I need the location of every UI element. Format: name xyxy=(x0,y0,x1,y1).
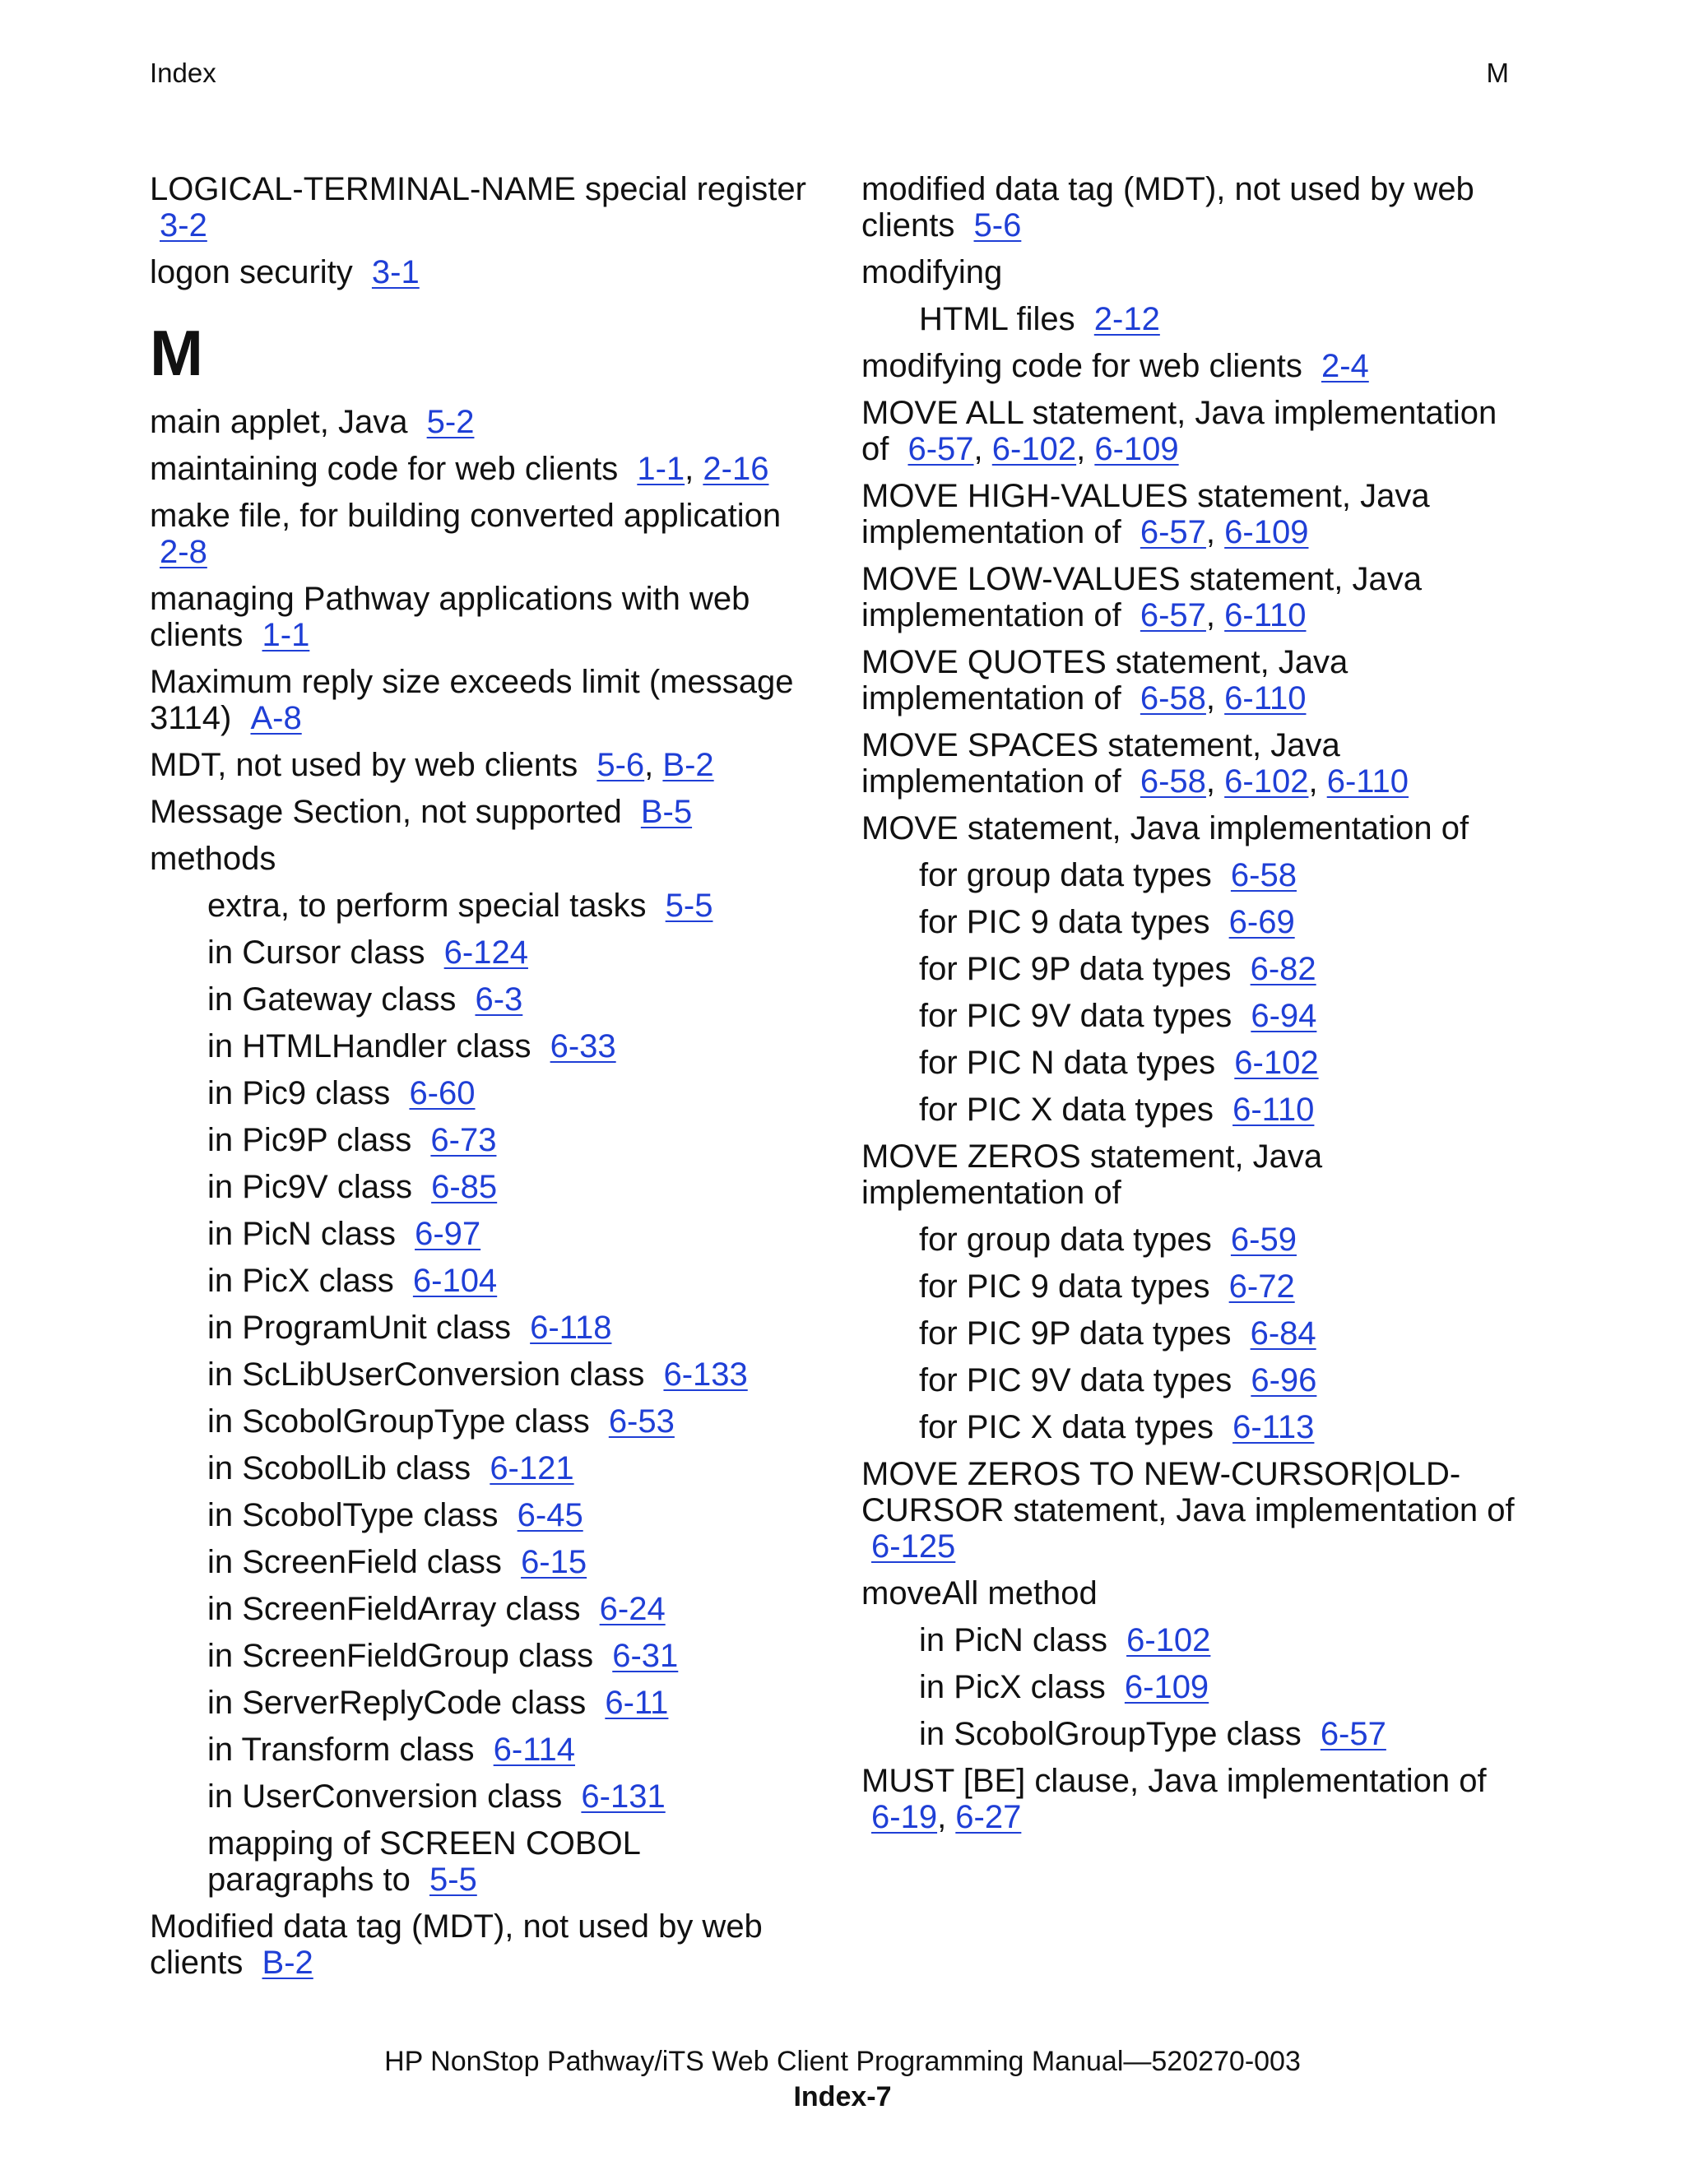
page-reference-link[interactable]: 6-24 xyxy=(599,1591,666,1627)
index-subentry xyxy=(861,1362,1520,1398)
page-references xyxy=(430,1122,496,1158)
page-references xyxy=(1251,1315,1316,1352)
page-reference-link[interactable]: 6-82 xyxy=(1250,951,1316,987)
index-subentry xyxy=(861,1222,1520,1258)
index-term: LOGICAL-TERMINAL-NAME special register xyxy=(150,171,806,207)
index-subentry xyxy=(150,934,808,971)
index-subentry xyxy=(150,1310,808,1346)
page-references xyxy=(431,1169,497,1205)
page-reference-link[interactable]: 6-11 xyxy=(605,1685,669,1721)
page-reference-link[interactable]: 6-110 xyxy=(1232,1092,1315,1128)
index-subentry xyxy=(150,1028,808,1064)
index-term: HTML files xyxy=(919,301,1075,337)
index-entry xyxy=(150,841,808,877)
page-references xyxy=(1321,348,1369,384)
page-reference-link[interactable]: 6-58 xyxy=(1230,857,1297,893)
index-term: for PIC 9 data types xyxy=(919,904,1210,940)
index-subentry xyxy=(150,1122,808,1158)
page-reference-link[interactable]: 6-102 xyxy=(991,431,1077,467)
index-term: for PIC 9P data types xyxy=(919,951,1232,987)
index-term: in ScobolLib class xyxy=(207,1450,471,1486)
reference-separator: , xyxy=(1076,431,1095,467)
page-reference-link[interactable]: 6-57 xyxy=(1320,1716,1386,1752)
page-references xyxy=(160,207,207,243)
index-term: for group data types xyxy=(919,857,1212,893)
index-subentry xyxy=(861,1716,1520,1752)
page-reference-link[interactable]: 6-109 xyxy=(1094,431,1179,467)
index-subentry xyxy=(861,1092,1520,1128)
index-term: in Pic9V class xyxy=(207,1169,412,1205)
page-references xyxy=(415,1216,480,1252)
page-references xyxy=(475,981,522,1018)
index-entry xyxy=(861,1138,1520,1211)
index-term: MOVE HIGH-VALUES statement, Java implementation of xyxy=(861,478,1430,550)
reference-separator: , xyxy=(1308,763,1327,800)
page-reference-link[interactable]: 6-19 xyxy=(871,1799,938,1835)
page-references xyxy=(427,404,475,440)
page-reference-link[interactable]: 6-57 xyxy=(907,431,974,467)
index-subentry xyxy=(861,951,1520,987)
page-references xyxy=(600,1591,666,1627)
index-term: Maximum reply size exceeds limit (message 3114) xyxy=(150,664,794,736)
index-subentry xyxy=(150,1075,808,1111)
page-reference-link[interactable]: 6-97 xyxy=(415,1216,481,1252)
page-reference-link[interactable]: 6-85 xyxy=(431,1169,498,1205)
index-term: in Pic9P class xyxy=(207,1122,412,1158)
index-term: in ServerReplyCode class xyxy=(207,1685,587,1721)
page-references xyxy=(666,888,713,924)
page-references xyxy=(641,794,692,830)
index-entry xyxy=(861,348,1520,384)
index-entry xyxy=(861,254,1520,290)
index-subentry xyxy=(150,888,808,924)
reference-separator: , xyxy=(1205,597,1225,633)
index-entry xyxy=(861,171,1520,243)
index-term: for group data types xyxy=(919,1222,1212,1258)
index-term: for PIC 9 data types xyxy=(919,1268,1210,1305)
index-entry xyxy=(150,498,808,570)
page-reference-link[interactable]: 3-2 xyxy=(160,207,207,243)
page-references xyxy=(1234,1045,1318,1081)
index-subentry xyxy=(150,1263,808,1299)
page-references xyxy=(1126,1622,1210,1658)
index-entry xyxy=(150,404,808,440)
index-entry xyxy=(150,1908,808,1981)
page-reference-link[interactable]: 2-12 xyxy=(1093,301,1160,337)
page-references xyxy=(160,534,207,570)
index-term: in ScLibUserConversion class xyxy=(207,1356,645,1393)
page-reference-link[interactable]: 6-102 xyxy=(1126,1622,1211,1658)
page-reference-link[interactable]: 6-110 xyxy=(1224,680,1307,716)
page-references xyxy=(1140,763,1409,800)
index-entry xyxy=(861,1456,1520,1565)
page-references xyxy=(409,1075,475,1111)
index-entry xyxy=(150,581,808,653)
index-term: MUST [BE] clause, Java implementation of xyxy=(861,1763,1487,1799)
page-reference-link[interactable]: 5-6 xyxy=(973,207,1022,243)
index-entry xyxy=(150,254,808,290)
index-entry xyxy=(861,478,1520,550)
page-reference-link[interactable]: 2-4 xyxy=(1321,348,1369,384)
page-reference-link[interactable]: 6-94 xyxy=(1251,998,1317,1034)
page-reference-link[interactable]: 6-33 xyxy=(550,1028,616,1064)
index-term: MDT, not used by web clients xyxy=(150,747,578,783)
page-reference-link[interactable]: 6-31 xyxy=(612,1638,679,1674)
index-term: in Pic9 class xyxy=(207,1075,391,1111)
page-reference-link[interactable]: 6-3 xyxy=(475,981,523,1018)
page-references xyxy=(1232,1409,1314,1445)
page-reference-link[interactable]: B-2 xyxy=(262,1945,313,1981)
page-reference-link[interactable]: 6-27 xyxy=(955,1799,1022,1835)
page-reference-link[interactable]: 6-118 xyxy=(530,1310,612,1346)
page-references xyxy=(1321,1716,1386,1752)
page-references xyxy=(1251,998,1316,1034)
page-reference-link[interactable]: 6-53 xyxy=(608,1403,675,1440)
reference-separator: , xyxy=(937,1799,956,1835)
page-references xyxy=(596,747,713,783)
index-term: MOVE statement, Java implementation of xyxy=(861,810,1469,846)
index-term: modifying code for web clients xyxy=(861,348,1302,384)
page-references xyxy=(1094,301,1160,337)
index-subentry xyxy=(150,1825,808,1898)
index-term: logon security xyxy=(150,254,353,290)
page-reference-link[interactable]: 6-58 xyxy=(1140,680,1206,716)
page-reference-link[interactable]: B-5 xyxy=(640,794,693,830)
footer-page-number: Index-7 xyxy=(793,2081,892,2112)
index-term: MOVE LOW-VALUES statement, Java implementation of xyxy=(861,561,1422,633)
index-subentry xyxy=(861,1622,1520,1658)
page-references xyxy=(1229,904,1295,940)
index-subentry xyxy=(150,1544,808,1580)
index-subentry xyxy=(150,1450,808,1486)
index-term: make file, for building converted application xyxy=(150,498,782,534)
index-subentry xyxy=(150,1732,808,1768)
index-subentry xyxy=(861,1268,1520,1305)
index-term: in PicN class xyxy=(207,1216,396,1252)
index-term: in Transform class xyxy=(207,1732,475,1768)
index-term: in Gateway class xyxy=(207,981,457,1018)
page-reference-link[interactable]: 6-109 xyxy=(1124,1669,1209,1705)
page-reference-link[interactable]: 6-133 xyxy=(663,1356,748,1393)
index-term: maintaining code for web clients xyxy=(150,451,619,487)
index-term: modifying xyxy=(861,254,1003,290)
page-references xyxy=(518,1497,583,1533)
index-subentry xyxy=(150,1403,808,1440)
page-references xyxy=(612,1638,678,1674)
page-reference-link[interactable]: A-8 xyxy=(250,700,302,736)
index-term: in ScreenFieldGroup class xyxy=(207,1638,594,1674)
page-reference-link[interactable]: 6-104 xyxy=(412,1263,498,1299)
index-term: Modified data tag (MDT), not used by web clients xyxy=(150,1908,763,1981)
index-subentry xyxy=(861,857,1520,893)
index-term: managing Pathway applications with web clients xyxy=(150,581,750,653)
index-subentry xyxy=(861,301,1520,337)
index-subentry xyxy=(150,981,808,1018)
page-reference-link[interactable]: 6-72 xyxy=(1228,1268,1295,1305)
index-subentry xyxy=(150,1216,808,1252)
page-reference-link[interactable]: 6-109 xyxy=(1224,514,1309,550)
page-references xyxy=(974,207,1022,243)
reference-separator: , xyxy=(973,431,992,467)
page-reference-link[interactable]: 6-15 xyxy=(521,1544,587,1580)
index-subentry xyxy=(150,1591,808,1627)
index-entry xyxy=(861,810,1520,846)
page-references xyxy=(637,451,768,487)
page-reference-link[interactable]: 6-58 xyxy=(1140,763,1206,800)
page-reference-link[interactable]: 6-96 xyxy=(1251,1362,1317,1398)
page-references xyxy=(1140,597,1307,633)
index-subentry xyxy=(150,1169,808,1205)
page-reference-link[interactable]: 3-1 xyxy=(371,254,420,290)
page-reference-link[interactable]: 6-69 xyxy=(1228,904,1295,940)
page-reference-link[interactable]: 6-73 xyxy=(430,1122,497,1158)
index-term: in ScobolGroupType class xyxy=(919,1716,1302,1752)
page-reference-link[interactable]: 6-57 xyxy=(1140,514,1206,550)
index-term: MOVE ZEROS statement, Java implementation of xyxy=(861,1138,1323,1211)
page-references xyxy=(521,1544,587,1580)
index-subentry xyxy=(861,1669,1520,1705)
index-subentry xyxy=(150,1356,808,1393)
index-term: MOVE SPACES statement, Java implementation of xyxy=(861,727,1340,800)
index-column-left xyxy=(150,171,808,1992)
page-references xyxy=(605,1685,668,1721)
index-entry xyxy=(861,561,1520,633)
page-reference-link[interactable]: 6-110 xyxy=(1224,597,1307,633)
index-term: in ScobolGroupType class xyxy=(207,1403,590,1440)
page-reference-link[interactable]: 6-57 xyxy=(1140,597,1206,633)
page-reference-link[interactable]: 6-113 xyxy=(1232,1409,1315,1445)
page-reference-link[interactable]: 6-131 xyxy=(581,1778,666,1815)
page-reference-link[interactable]: 2-8 xyxy=(160,534,207,570)
reference-separator: , xyxy=(644,747,663,783)
index-entry xyxy=(861,395,1520,467)
page-references xyxy=(1231,857,1297,893)
page-reference-link[interactable]: 5-5 xyxy=(665,888,713,924)
page-references xyxy=(609,1403,675,1440)
page-references xyxy=(250,700,301,736)
page-references xyxy=(663,1356,747,1393)
page-reference-link[interactable]: B-2 xyxy=(662,747,714,783)
page-reference-link[interactable]: 5-6 xyxy=(596,747,645,783)
page-references xyxy=(530,1310,611,1346)
index-term: in PicX class xyxy=(919,1669,1106,1705)
page-references xyxy=(1140,680,1307,716)
page-reference-link[interactable]: 6-114 xyxy=(493,1732,575,1768)
index-letter-heading: M xyxy=(150,317,203,389)
page-references xyxy=(1140,514,1309,550)
index-term: moveAll method xyxy=(861,1575,1098,1611)
page-references xyxy=(372,254,420,290)
page-reference-link[interactable]: 6-102 xyxy=(1234,1045,1319,1081)
running-header-letter: M xyxy=(1486,58,1509,88)
page-references xyxy=(262,1945,313,1981)
page-references xyxy=(907,431,1178,467)
index-term: MOVE ZEROS TO NEW-CURSOR|OLD-CURSOR statement, Java implementation of xyxy=(861,1456,1515,1528)
index-subentry xyxy=(150,1778,808,1815)
index-term: mapping of SCREEN COBOL paragraphs to xyxy=(207,1825,640,1898)
page-references xyxy=(1231,1222,1297,1258)
index-column-right xyxy=(861,171,1520,1846)
page-references xyxy=(494,1732,575,1768)
index-term: MOVE ALL statement, Java implementation of xyxy=(861,395,1497,467)
index-term: for PIC 9V data types xyxy=(919,998,1232,1034)
page-references xyxy=(444,934,528,971)
page-reference-link[interactable]: 1-1 xyxy=(262,617,310,653)
index-term: Message Section, not supported xyxy=(150,794,622,830)
page-references xyxy=(581,1778,665,1815)
index-entry xyxy=(150,451,808,487)
index-subentry xyxy=(861,904,1520,940)
index-entry xyxy=(861,644,1520,716)
index-term: in Cursor class xyxy=(207,934,425,971)
page-reference-link[interactable]: 5-5 xyxy=(429,1862,477,1898)
index-term: in PicX class xyxy=(207,1263,394,1299)
page-reference-link[interactable]: 6-125 xyxy=(871,1528,956,1565)
index-entry xyxy=(150,664,808,736)
page-reference-link[interactable]: 6-110 xyxy=(1326,763,1409,800)
index-term: extra, to perform special tasks xyxy=(207,888,647,924)
index-term: MOVE QUOTES statement, Java implementation of xyxy=(861,644,1348,716)
page-references xyxy=(871,1799,1021,1835)
page-reference-link[interactable]: 6-59 xyxy=(1230,1222,1297,1258)
reference-separator: , xyxy=(1205,514,1225,550)
page-references xyxy=(1125,1669,1209,1705)
index-term: in ScreenField class xyxy=(207,1544,502,1580)
index-entry xyxy=(150,794,808,830)
page-references xyxy=(490,1450,573,1486)
index-subentry xyxy=(150,1685,808,1721)
index-term: main applet, Java xyxy=(150,404,408,440)
page-references xyxy=(413,1263,497,1299)
page-reference-link[interactable]: 6-102 xyxy=(1224,763,1309,800)
page-reference-link[interactable]: 5-2 xyxy=(426,404,475,440)
index-term: in ScobolType class xyxy=(207,1497,499,1533)
index-term: for PIC N data types xyxy=(919,1045,1216,1081)
index-term: modified data tag (MDT), not used by web clients xyxy=(861,171,1474,243)
index-entry xyxy=(861,1763,1520,1835)
index-term: in UserConversion class xyxy=(207,1778,563,1815)
page-references xyxy=(1251,1362,1316,1398)
page-references xyxy=(1251,951,1316,987)
page-reference-link[interactable]: 6-84 xyxy=(1250,1315,1316,1352)
index-term: in PicN class xyxy=(919,1622,1107,1658)
index-subentry xyxy=(861,1315,1520,1352)
page-references xyxy=(1229,1268,1295,1305)
page-references xyxy=(1232,1092,1314,1128)
reference-separator: , xyxy=(1205,680,1225,716)
page-references xyxy=(550,1028,616,1064)
page-reference-link[interactable]: 2-16 xyxy=(703,451,769,487)
page-reference-link[interactable]: 6-60 xyxy=(409,1075,476,1111)
page-reference-link[interactable]: 6-124 xyxy=(443,934,528,971)
page-references xyxy=(871,1528,955,1565)
index-term: for PIC 9V data types xyxy=(919,1362,1232,1398)
index-subentry xyxy=(150,1638,808,1674)
page-references xyxy=(429,1862,477,1898)
index-subentry xyxy=(861,1045,1520,1081)
index-term: for PIC 9P data types xyxy=(919,1315,1232,1352)
page-reference-link[interactable]: 1-1 xyxy=(637,451,685,487)
footer-manual-title: HP NonStop Pathway/iTS Web Client Programming Manual—520270-003 xyxy=(384,2046,1301,2077)
reference-separator: , xyxy=(1205,763,1225,800)
index-term: for PIC X data types xyxy=(919,1409,1214,1445)
page-references xyxy=(262,617,310,653)
index-term: for PIC X data types xyxy=(919,1092,1214,1128)
index-term: in ScreenFieldArray class xyxy=(207,1591,581,1627)
index-term: in HTMLHandler class xyxy=(207,1028,531,1064)
index-subentry xyxy=(861,998,1520,1034)
index-term: in ProgramUnit class xyxy=(207,1310,512,1346)
index-entry xyxy=(861,727,1520,800)
running-header-section: Index xyxy=(150,58,216,88)
index-subentry xyxy=(861,1409,1520,1445)
index-term: methods xyxy=(150,841,276,877)
page-reference-link[interactable]: 6-121 xyxy=(490,1450,574,1486)
index-entry xyxy=(150,171,808,243)
page-reference-link[interactable]: 6-45 xyxy=(517,1497,583,1533)
index-entry xyxy=(150,747,808,783)
index-subentry xyxy=(150,1497,808,1533)
reference-separator: , xyxy=(685,451,703,487)
index-entry xyxy=(861,1575,1520,1611)
